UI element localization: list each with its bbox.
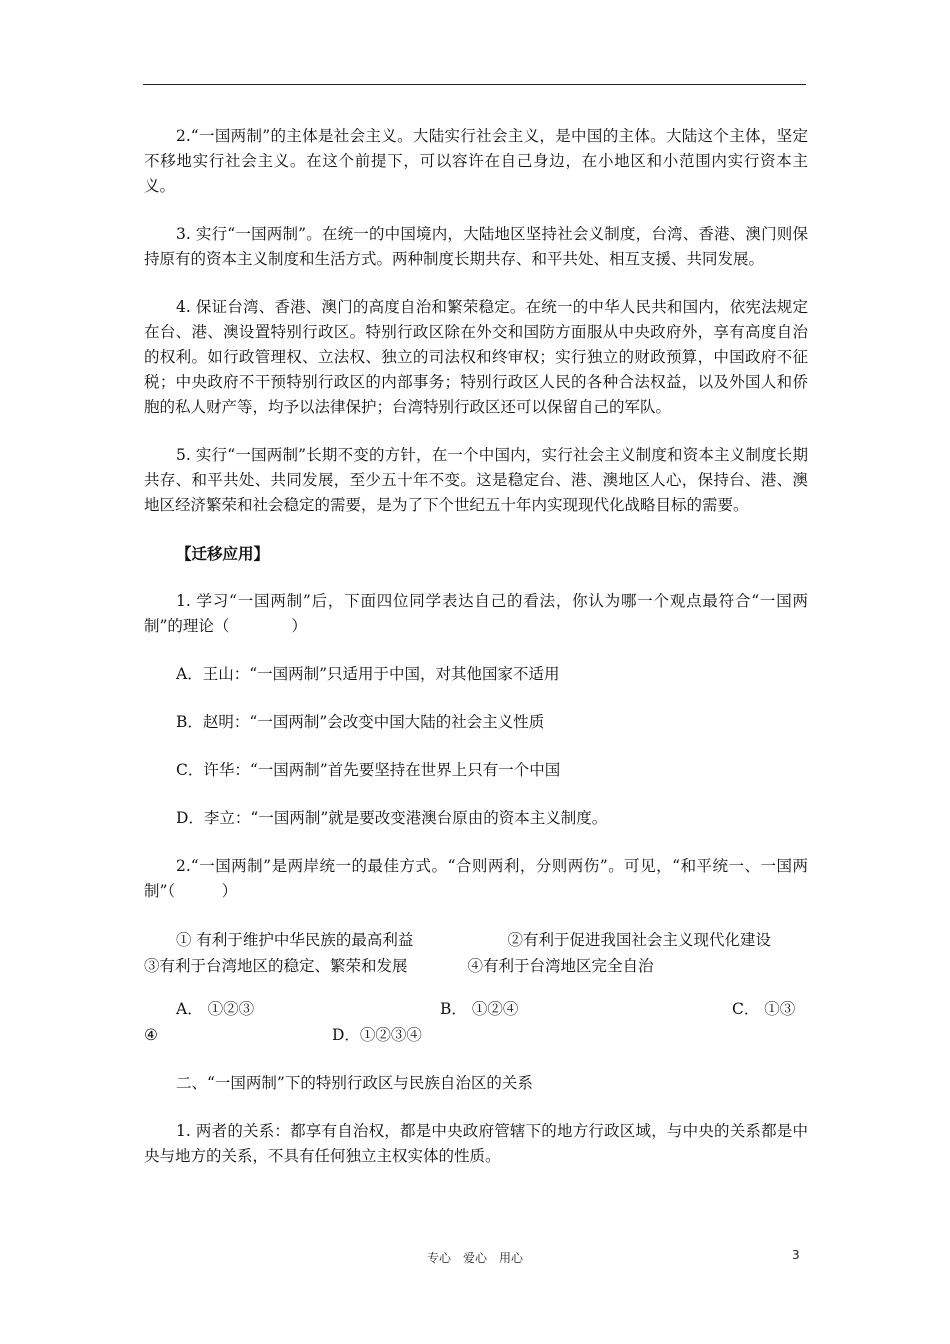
paragraph-2: 2.“一国两制”的主体是社会主义。大陆实行社会主义，是中国的主体。大陆这个主体，坚定不移地实行社会主义。在这个前提下，可以容许在自己身边，在小地区和小范围内实行资本主义。 <box>144 127 808 195</box>
header-rule <box>143 84 806 85</box>
footer-motto: 专心 爱心 用心 <box>426 1251 523 1265</box>
statement-4: ④有利于台湾地区完全自治 <box>467 957 654 975</box>
choice-d: D．①②③④ <box>332 1026 422 1044</box>
document-body <box>144 124 808 1192</box>
statement-row-2 <box>144 953 808 979</box>
question-1-option-c: C．许华：“一国两制”首先要坚持在世界上只有一个中国 <box>176 761 561 779</box>
question-2-stem: 2.“一国两制”是两岸统一的最佳方式。“合则两利，分则两伤”。可见，“和平统一、一国两制”（ ） <box>144 857 808 900</box>
paragraph-5: 5. 实行“一国两制”长期不变的方针，在一个中国内，实行社会主义制度和资本主义制度长期共存、和平共处、共同发展，至少五十年不变。这是稳定台、港、澳地区人心，保持台、港、澳地区经济繁荣和社会稳定的需要，是为了下个世纪五十年内实现现代化战略目标的需要。 <box>144 446 808 514</box>
paragraph-3: 3. 实行“一国两制”。在统一的中国境内，大陆地区坚持社会义制度，台湾、香港、澳门则保持原有的资本主义制度和生活方式。两种制度长期共存、和平共处、相互支援、共同发展。 <box>144 225 808 268</box>
statement-1: ① 有利于维护中华民族的最高利益 <box>176 931 414 949</box>
section-heading: 【迁移应用】 <box>176 544 270 563</box>
paragraph-4: 4. 保证台湾、香港、澳门的高度自治和繁荣稳定。在统一的中华人民共和国内，依宪法规定在台、港、澳设置特别行政区。特别行政区除在外交和国防方面服从中央政府外，享有高度自治的权利。如行政管理权、立法权、独立的司法权和终审权；实行独立的财政预算，中国政府不征税；中央政府不干预特别行政区的内部事务；特别行政区人民的各种合法权益，以及外国人和侨胞的私人财产等，均予以法律保护；台湾特别行政区还可以保留自己的军队。 <box>144 298 808 416</box>
statement-2: ②有利于促进我国社会主义现代化建设 <box>507 931 771 949</box>
question-1-option-d: D．李立：“一国两制”就是要改变港澳台原由的资本主义制度。 <box>176 809 608 827</box>
choice-c-continued: ④ <box>144 1026 158 1044</box>
choice-a: A． ①②③ <box>176 1000 255 1018</box>
question-2-statements <box>144 927 808 979</box>
question-2-choices <box>144 997 808 1049</box>
statement-row-1 <box>144 927 808 953</box>
question-1-option-a: A．王山：“一国两制”只适用于中国，对其他国家不适用 <box>176 665 560 683</box>
page-number: 3 <box>792 1248 800 1262</box>
choice-c: C． ①③ <box>732 1000 796 1018</box>
statement-3: ③有利于台湾地区的稳定、繁荣和发展 <box>144 957 408 975</box>
relation-paragraph: 1. 两者的关系：都享有自治权，都是中央政府管辖下的地方行政区域，与中央的关系都是中央与地方的关系，不具有任何独立主权实体的性质。 <box>144 1122 808 1165</box>
question-1-stem: 1. 学习“一国两制”后，下面四位同学表达自己的看法，你认为哪一个观点最符合“一国两制”的理论（ ） <box>144 592 808 635</box>
question-1-option-b: B．赵明：“一国两制”会改变中国大陆的社会主义性质 <box>176 713 545 731</box>
choice-b: B． ①②④ <box>440 1000 519 1018</box>
section-two-heading: 二、“一国两制”下的特别行政区与民族自治区的关系 <box>176 1074 533 1092</box>
